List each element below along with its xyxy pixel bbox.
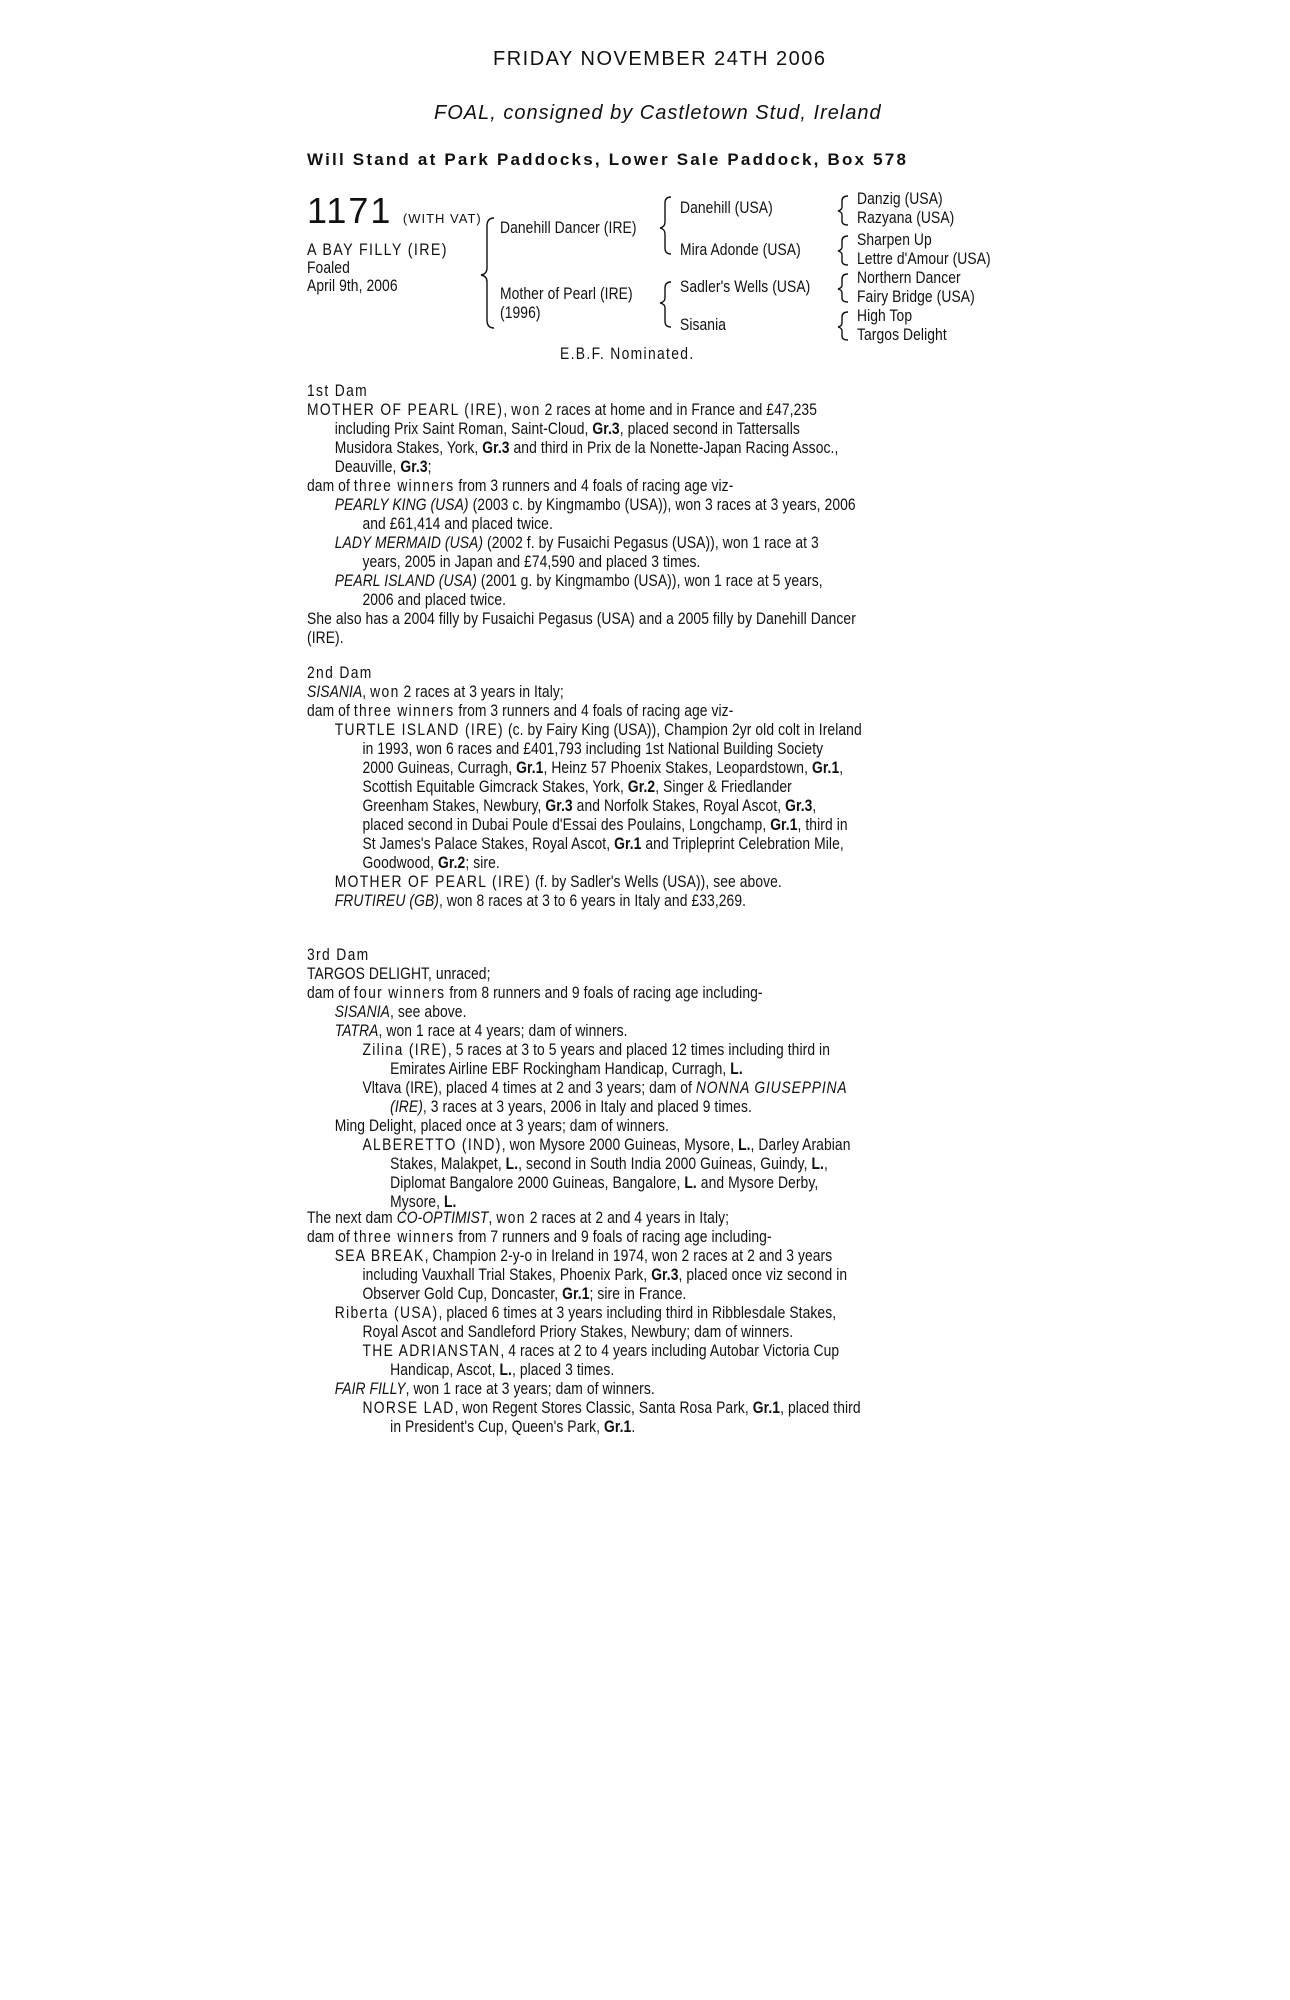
text-line: SISANIA, won 2 races at 3 years in Italy; — [307, 683, 564, 701]
text-line: Ming Delight, placed once at 3 years; dam of winners. — [334, 1117, 669, 1135]
sale-date: FRIDAY NOVEMBER 24TH 2006 — [493, 48, 827, 70]
text-line: including Vauxhall Trial Stakes, Phoenix Park, Gr.3, placed once viz second in — [362, 1266, 848, 1284]
pedigree-ssd: Razyana (USA) — [857, 209, 955, 227]
text-line: LADY MERMAID (USA) (2002 f. by Fusaichi Pegasus (USA)), won 1 race at 3 — [334, 534, 819, 552]
text-line: Diplomat Bangalore 2000 Guineas, Bangalore, L. and Mysore Derby, — [390, 1174, 819, 1192]
text-line: ALBERETTO (IND), won Mysore 2000 Guineas, Mysore, L., Darley Arabian — [362, 1136, 851, 1154]
text-line: years, 2005 in Japan and £74,590 and placed 3 times. — [362, 553, 701, 571]
pedigree-sdd: Lettre d'Amour (USA) — [857, 250, 991, 268]
text-line: TURTLE ISLAND (IRE) (c. by Fairy King (USA)), Champion 2yr old colt in Ireland — [334, 721, 862, 739]
text-line: SISANIA, see above. — [334, 1003, 467, 1021]
pedigree-sd: Mira Adonde (USA) — [680, 241, 801, 259]
text-line: (IRE), 3 races at 3 years, 2006 in Italy and placed 9 times. — [390, 1098, 752, 1116]
pedigree-dsd: Fairy Bridge (USA) — [857, 288, 975, 306]
text-line: placed second in Dubai Poule d'Essai des Poulains, Longchamp, Gr.1, third in — [362, 816, 848, 834]
text-line: Riberta (USA), placed 6 times at 3 years including third in Ribblesdale Stakes, — [334, 1304, 837, 1322]
consignment-line: FOAL, consigned by Castletown Stud, Ireland — [434, 102, 882, 124]
text-line: in President's Cup, Queen's Park, Gr.1. — [390, 1418, 636, 1436]
text-line: Emirates Airline EBF Rockingham Handicap, Curragh, L. — [390, 1060, 743, 1078]
text-line: Handicap, Ascot, L., placed 3 times. — [390, 1361, 615, 1379]
text-line: 2006 and placed twice. — [362, 591, 507, 609]
text-line: and £61,414 and placed twice. — [362, 515, 553, 533]
pedigree-ds: Sadler's Wells (USA) — [680, 278, 811, 296]
brace-gen1 — [481, 218, 494, 328]
pedigree-ss: Danehill (USA) — [680, 199, 773, 217]
pedigree-dam: Mother of Pearl (IRE) — [500, 285, 633, 303]
text-line: SEA BREAK, Champion 2-y-o in Ireland in 1974, won 2 races at 2 and 3 years — [334, 1247, 833, 1265]
text-line: Royal Ascot and Sandleford Priory Stakes, Newbury; dam of winners. — [362, 1323, 794, 1341]
text-line: Musidora Stakes, York, Gr.3 and third in Prix de la Nonette-Japan Racing Assoc., — [334, 439, 839, 457]
brace-gen3-3 — [838, 274, 848, 302]
text-line: TARGOS DELIGHT, unraced; — [307, 965, 491, 983]
text-line: FRUTIREU (GB), won 8 races at 3 to 6 years in Italy and £33,269. — [334, 892, 747, 910]
second-dam-section — [307, 664, 987, 911]
text-line: Zilina (IRE), 5 races at 3 to 5 years and placed 12 times including third in — [362, 1041, 831, 1059]
text-line: (IRE). — [307, 629, 344, 647]
text-line: Mysore, L. — [390, 1193, 457, 1211]
text-line: including Prix Saint Roman, Saint-Cloud, Gr.3, placed second in Tattersalls — [334, 420, 800, 438]
text-line: MOTHER OF PEARL (IRE) (f. by Sadler's Wells (USA)), see above. — [334, 873, 782, 891]
text-line: Greenham Stakes, Newbury, Gr.3 and Norfolk Stakes, Royal Ascot, Gr.3, — [362, 797, 817, 815]
pedigree-sds: Sharpen Up — [857, 231, 932, 249]
stand-location: Will Stand at Park Paddocks, Lower Sale Paddock, Box 578 — [307, 150, 909, 169]
lot-number: 1171 — [307, 190, 393, 231]
brace-gen3-1 — [838, 196, 848, 225]
fourth-dam-section — [307, 1209, 987, 1437]
text-line: NORSE LAD, won Regent Stores Classic, Santa Rosa Park, Gr.1, placed third — [362, 1399, 861, 1417]
text-line: dam of three winners from 3 runners and 4 foals of racing age viz- — [307, 477, 734, 495]
text-line: The next dam CO-OPTIMIST, won 2 races at 2 and 4 years in Italy; — [307, 1209, 730, 1227]
first-dam-section — [307, 382, 987, 648]
text-line: Observer Gold Cup, Doncaster, Gr.1; sire in France. — [362, 1285, 687, 1303]
pedigree-ddd: Targos Delight — [857, 326, 947, 344]
text-line: THE ADRIANSTAN, 4 races at 2 to 4 years including Autobar Victoria Cup — [362, 1342, 840, 1360]
text-line: Vltava (IRE), placed 4 times at 2 and 3 years; dam of NONNA GIUSEPPINA — [362, 1079, 848, 1097]
brace-gen2-upper — [660, 197, 671, 254]
pedigree-sss: Danzig (USA) — [857, 190, 943, 208]
text-line: dam of four winners from 8 runners and 9 foals of racing age including- — [307, 984, 763, 1002]
text-line: MOTHER OF PEARL (IRE), won 2 races at home and in France and £47,235 — [307, 401, 817, 419]
brace-gen3-2 — [838, 236, 848, 265]
pedigree-braces — [0, 0, 1290, 400]
brace-gen3-4 — [838, 312, 848, 340]
pedigree-dss: Northern Dancer — [857, 269, 961, 287]
third-dam-section — [307, 946, 987, 1212]
text-line: dam of three winners from 7 runners and 9 foals of racing age including- — [307, 1228, 772, 1246]
brace-gen2-lower — [660, 282, 671, 327]
text-line: Goodwood, Gr.2; sire. — [362, 854, 500, 872]
section-heading: 3rd Dam — [307, 946, 370, 964]
text-line: Deauville, Gr.3; — [334, 458, 432, 476]
section-heading: 1st Dam — [307, 382, 369, 400]
lot-title: A BAY FILLY (IRE) — [307, 240, 448, 259]
text-line: PEARLY KING (USA) (2003 c. by Kingmambo (USA)), won 3 races at 3 years, 2006 — [334, 496, 856, 514]
text-line: Stakes, Malakpet, L., second in South India 2000 Guineas, Guindy, L., — [390, 1155, 828, 1173]
text-line: 2000 Guineas, Curragh, Gr.1, Heinz 57 Phoenix Stakes, Leopardstown, Gr.1, — [362, 759, 844, 777]
vat-note: (WITH VAT) — [402, 211, 482, 226]
text-line: TATRA, won 1 race at 4 years; dam of winners. — [334, 1022, 628, 1040]
pedigree-dd: Sisania — [680, 316, 727, 334]
section-heading: 2nd Dam — [307, 664, 373, 682]
foaled-label: Foaled — [307, 259, 350, 277]
pedigree-sire: Danehill Dancer (IRE) — [500, 219, 637, 237]
text-line: PEARL ISLAND (USA) (2001 g. by Kingmambo (USA)), won 1 race at 5 years, — [334, 572, 823, 590]
text-line: dam of three winners from 3 runners and 4 foals of racing age viz- — [307, 702, 734, 720]
foaled-date: April 9th, 2006 — [307, 277, 398, 295]
text-line: Scottish Equitable Gimcrack Stakes, York, Gr.2, Singer & Friedlander — [362, 778, 792, 796]
text-line: in 1993, won 6 races and £401,793 including 1st National Building Society — [362, 740, 824, 758]
text-line: She also has a 2004 filly by Fusaichi Pegasus (USA) and a 2005 filly by Danehill Dancer — [307, 610, 856, 628]
ebf-note: E.B.F. Nominated. — [560, 345, 695, 363]
pedigree-dam-year: (1996) — [500, 304, 541, 322]
pedigree-dds: High Top — [857, 307, 913, 325]
text-line: FAIR FILLY, won 1 race at 3 years; dam of winners. — [334, 1380, 655, 1398]
text-line: St James's Palace Stakes, Royal Ascot, Gr.1 and Tripleprint Celebration Mile, — [362, 835, 844, 853]
